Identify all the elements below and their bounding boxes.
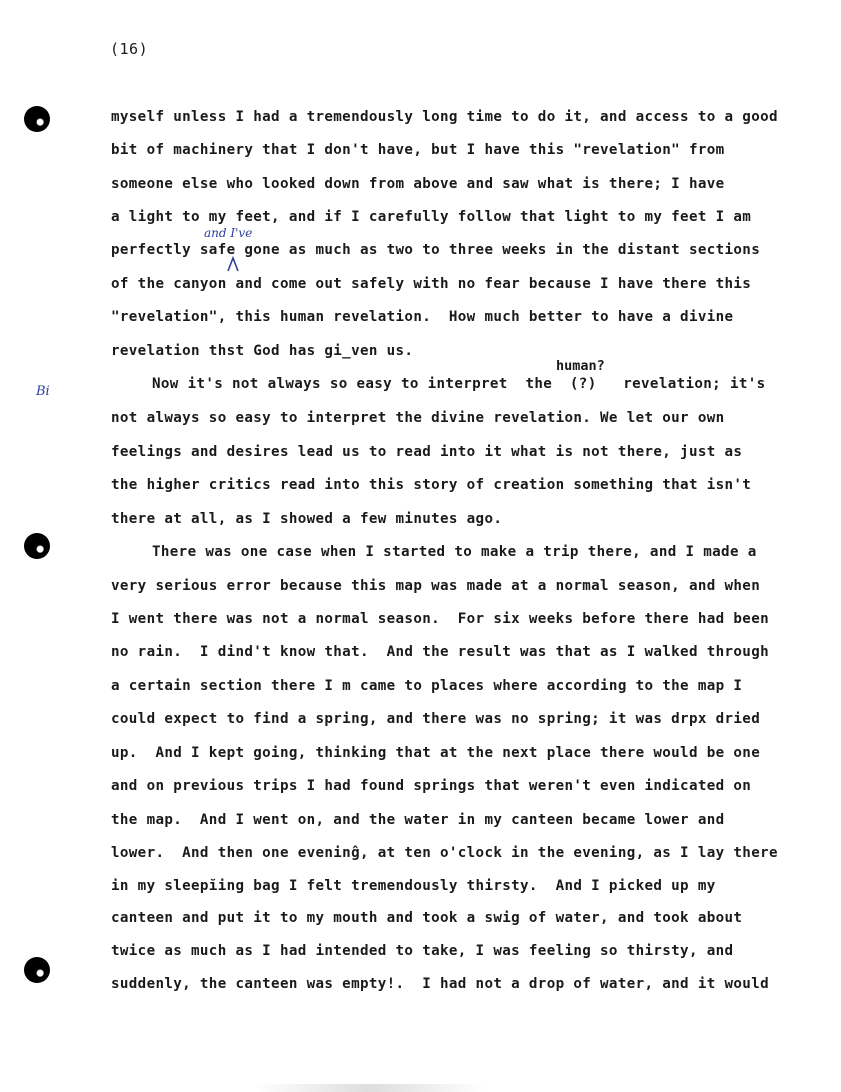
text-line: a certain section there I m came to places where according to the map I	[111, 678, 743, 694]
page-number: (16)	[110, 40, 149, 58]
text-line: someone else who looked down from above and saw what is there; I have	[111, 176, 725, 192]
scan-artifact	[255, 1084, 485, 1092]
text-line: and on previous trips I had found springs that weren't even indicated on	[111, 778, 752, 794]
text-line: the higher critics read into this story of creation something that isn't	[111, 477, 752, 493]
text-line: suddenly, the canteen was empty!. I had not a drop of water, and it would	[111, 976, 769, 992]
text-line: there at all, as I showed a few minutes ago.	[111, 511, 503, 527]
typed-insertion: human?	[556, 358, 605, 374]
text-line: up. And I kept going, thinking that at the next place there would be one	[111, 745, 761, 761]
text-line: myself unless I had a tremendously long time to do it, and access to a good	[111, 109, 778, 125]
text-line: Now it's not always so easy to interpret the (?) revelation; it's	[152, 376, 766, 392]
text-line: could expect to find a spring, and there was no spring; it was drpx dried	[111, 711, 761, 727]
text-line: twice as much as I had intended to take, I was feeling so thirsty, and	[111, 943, 734, 959]
text-line: no rain. I dind't know that. And the result was that as I walked through	[111, 644, 769, 660]
text-line: revelation thst God has gi_ven us.	[111, 343, 414, 359]
text-line: the map. And I went on, and the water in my canteen became lower and	[111, 812, 725, 828]
text-line: feelings and desires lead us to read into it what is not there, just as	[111, 444, 743, 460]
text-line: in my sleepĭing bag I felt tremendously thirsty. And I picked up my	[111, 878, 716, 894]
text-line: There was one case when I started to make a trip there, and I made a	[152, 544, 757, 560]
text-line: canteen and put it to my mouth and took a swig of water, and took about	[111, 910, 743, 926]
text-line: very serious error because this map was made at a normal season, and when	[111, 578, 761, 594]
text-line: bit of machinery that I don't have, but I have this "revelation" from	[111, 142, 725, 158]
text-line: of the canyon and come out safely with no fear because I have there this	[111, 276, 752, 292]
text-line: a light to my feet, and if I carefully follow that light to my feet I am	[111, 209, 752, 225]
text-line: lower. And then one eveninĝ, at ten o'clock in the evening, as I lay there	[111, 845, 778, 861]
text-line: I went there was not a normal season. For six weeks before there had been	[111, 611, 769, 627]
handwritten-insertion: and I've	[204, 226, 253, 240]
text-line: perfectly safe gone as much as two to three weeks in the distant sections	[111, 242, 761, 258]
margin-annotation: Bi	[36, 384, 50, 399]
text-line: not always so easy to interpret the divine revelation. We let our own	[111, 410, 725, 426]
text-line: "revelation", this human revelation. How much better to have a divine	[111, 309, 734, 325]
